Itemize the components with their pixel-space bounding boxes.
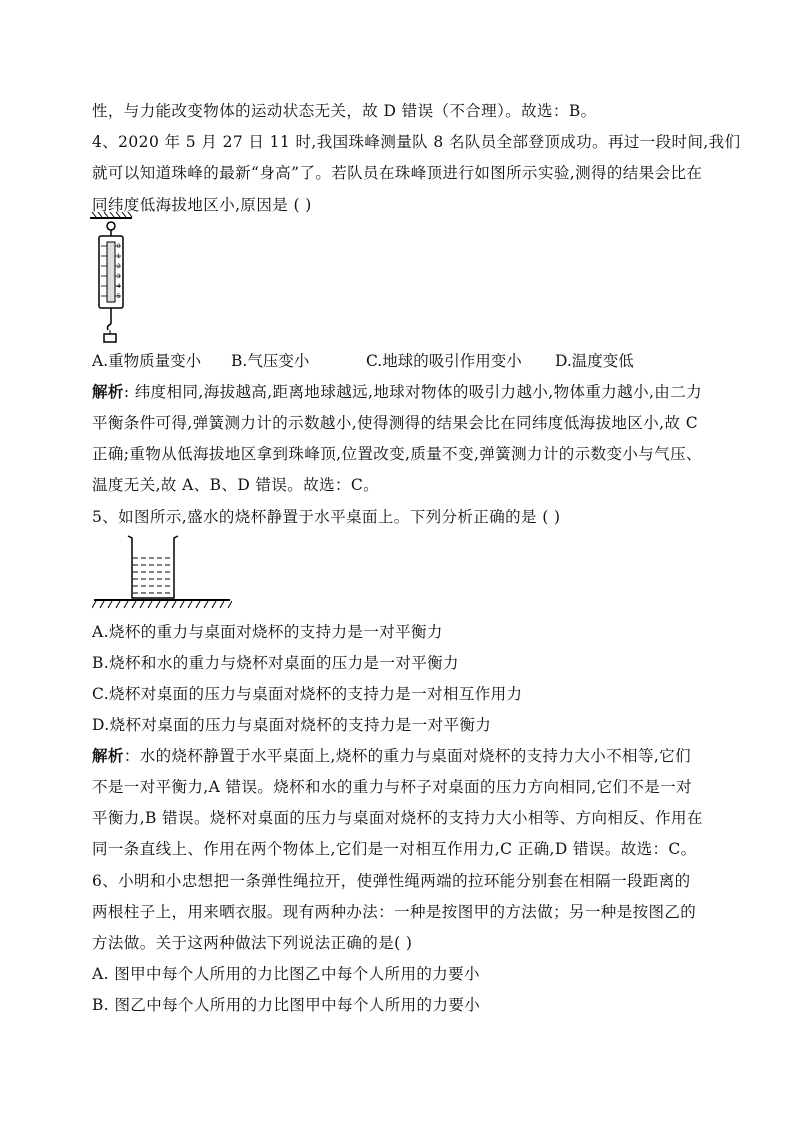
tick-label-0: 0	[117, 244, 121, 250]
analysis-text: ：水的烧杯静置于水平桌面上,烧杯的重力与桌面对烧杯的支持力大小不相等,它们	[123, 747, 691, 765]
q4-stem-line-2: 就可以知道珠峰的最新“身高”了。若队员在珠峰顶进行如图所示实验,测得的结果会比在	[92, 164, 703, 182]
analysis-label: 解析	[92, 382, 124, 401]
tick-label-4: 4	[117, 284, 121, 290]
q6-stem-line-1: 6、小明和小忠想把一条弹性绳拉开，使弹性绳两端的拉环能分别套在相隔一段距离的	[92, 872, 691, 890]
q4-option-b: B.气压变小	[231, 352, 310, 370]
q6-stem-line-2: 两根柱子上，用来晒衣服。现有两种办法：一种是按图甲的方法做；另一种是按图乙的	[92, 903, 697, 921]
tick-label-5: 5	[117, 294, 121, 300]
q4-stem-line-3: 同纬度低海拔地区小,原因是 ( )	[92, 196, 312, 214]
analysis-text: : 纬度相同,海拔越高,距离地球越远,地球对物体的吸引力越小,物体重力越小,由二力	[123, 383, 702, 401]
tick-label-2: 2	[117, 264, 121, 270]
q5-analysis-line-4: 同一条直线上、作用在两个物体上,它们是一对相互作用力,C 正确,D 错误。故选：C。	[92, 840, 697, 858]
q4-option-a: A.重物质量变小	[92, 352, 202, 370]
q4-stem-line-1: 4、2020 年 5 月 27 日 11 时,我国珠峰测量队 8 名队员全部登顶成功。再过一段时间,我们	[92, 133, 741, 151]
q4-option-d: D.温度变低	[555, 352, 634, 370]
q5-option-c: C.烧杯对桌面的压力与桌面对烧杯的支持力是一对相互作用力	[92, 685, 523, 703]
q5-analysis-line-2: 不是一对平衡力,A 错误。烧杯和水的重力与杯子对桌面的压力方向相同,它们不是一对	[92, 778, 692, 796]
q5-analysis-line-3: 平衡力,B 错误。烧杯对桌面的压力与桌面对烧杯的支持力大小相等、方向相反、作用在	[92, 809, 703, 827]
q5-option-d: D.烧杯对桌面的压力与桌面对烧杯的支持力是一对平衡力	[92, 716, 492, 734]
q4-analysis-line-4: 温度无关,故 A、B、D 错误。故选：C。	[92, 476, 380, 494]
analysis-label: 解析	[92, 746, 124, 765]
q6-stem-line-3: 方法做。关于这两种做法下列说法正确的是( )	[92, 934, 413, 952]
q5-stem: 5、如图所示,盛水的烧杯静置于水平桌面上。下列分析正确的是 ( )	[92, 508, 561, 526]
q5-analysis-line-1	[92, 745, 691, 767]
q4-analysis-line-2: 平衡条件可得,弹簧测力计的示数越小,使得测得的结果会比在同纬度低海拔地区小,故 C	[92, 414, 698, 432]
text-line-1: 性，与力能改变物体的运动状态无关，故 D 错误（不合理）。故选：B。	[92, 102, 597, 120]
tick-label-1: 1	[117, 254, 121, 260]
q6-option-a: A. 图甲中每个人所用的力比图乙中每个人所用的力要小	[92, 965, 480, 983]
spring-scale-figure	[88, 212, 148, 352]
q5-option-a: A.烧杯的重力与桌面对烧杯的支持力是一对平衡力	[92, 623, 443, 641]
q4-option-c: C.地球的吸引作用变小	[366, 352, 522, 370]
q4-analysis-line-1	[92, 381, 702, 403]
q6-option-b: B. 图乙中每个人所用的力比图甲中每个人所用的力要小	[92, 996, 481, 1014]
tick-label-3: 3	[117, 274, 121, 280]
q4-analysis-line-3: 正确;重物从低海拔地区拿到珠峰顶,位置改变,质量不变,弹簧测力计的示数变小与气压、	[92, 445, 702, 463]
beaker-on-table-figure	[92, 534, 232, 612]
q5-option-b: B.烧杯和水的重力与烧杯对桌面的压力是一对平衡力	[92, 654, 459, 672]
